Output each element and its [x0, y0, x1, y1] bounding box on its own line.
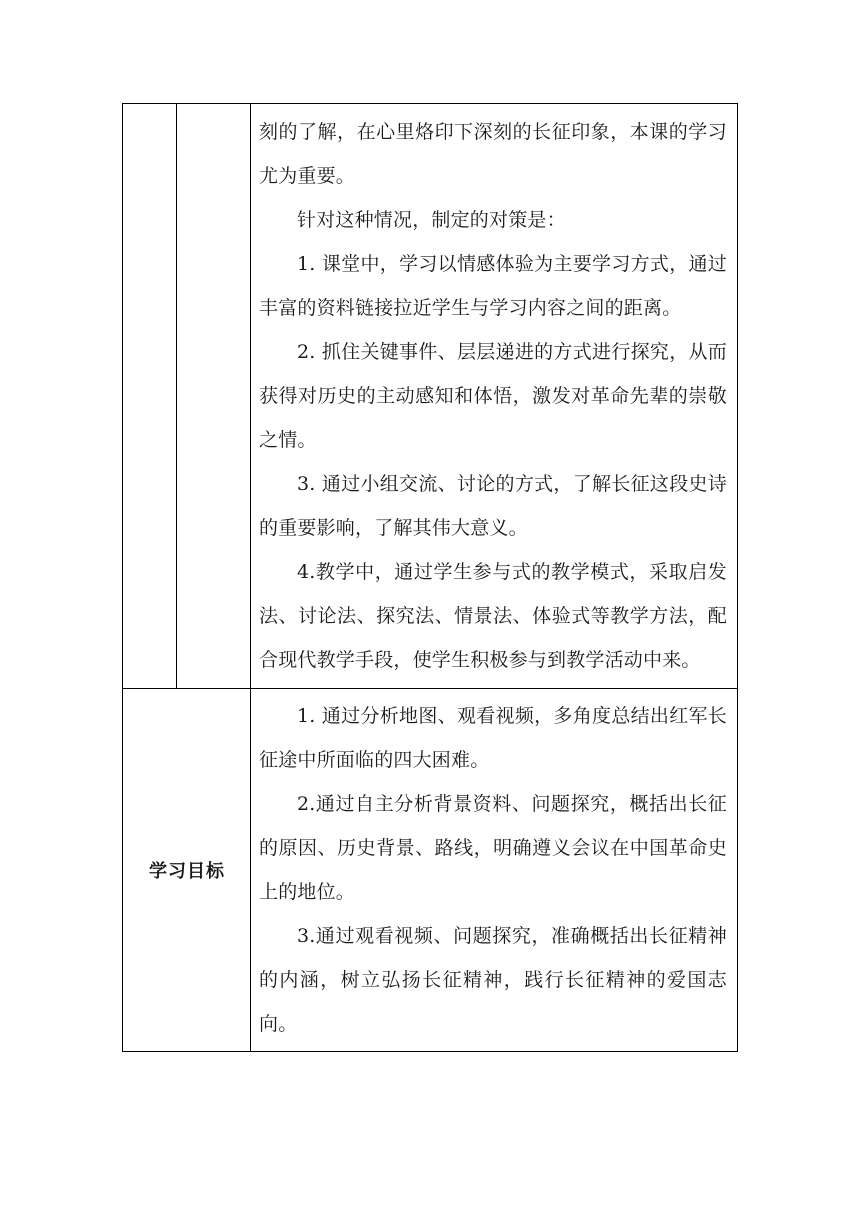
paragraph: 刻的了解，在心里烙印下深刻的长征印象，本课的学习尤为重要。	[259, 121, 727, 187]
objectives-content-cell	[251, 689, 737, 1051]
table-row-strategies	[122, 103, 738, 689]
paragraph: 1. 课堂中，学习以情感体验为主要学习方式，通过丰富的资料链接拉近学生与学习内容之间的距离。	[259, 253, 727, 319]
objectives-label-cell	[123, 689, 251, 1051]
objectives-label: 学习目标	[149, 861, 225, 882]
paragraph: 4.教学中，通过学生参与式的教学模式，采取启发法、讨论法、探究法、情景法、体验式等教学方法，配合现代教学手段，使学生积极参与到教学活动中来。	[259, 561, 727, 671]
strategies-content-cell	[251, 104, 737, 688]
paragraph: 2.通过自主分析背景资料、问题探究，概括出长征的原因、历史背景、路线，明确遵义会议在中国革命史上的地位。	[259, 793, 727, 903]
paragraph: 针对这种情况，制定的对策是：	[297, 209, 566, 231]
paragraph: 2. 抓住关键事件、层层递进的方式进行探究，从而获得对历史的主动感知和体悟，激发对革命先辈的崇敬之情。	[259, 341, 727, 451]
paragraph: 3. 通过小组交流、讨论的方式，了解长征这段史诗的重要影响，了解其伟大意义。	[259, 473, 727, 539]
paragraph: 1. 通过分析地图、观看视频，多角度总结出红军长征途中所面临的四大困难。	[259, 705, 727, 771]
table-row-learning-objectives	[122, 688, 738, 1052]
column-divider	[176, 104, 177, 688]
paragraph: 3.通过观看视频、问题探究，准确概括出长征精神的内涵，树立弘扬长征精神，践行长征精神的爱国志向。	[259, 925, 727, 1035]
